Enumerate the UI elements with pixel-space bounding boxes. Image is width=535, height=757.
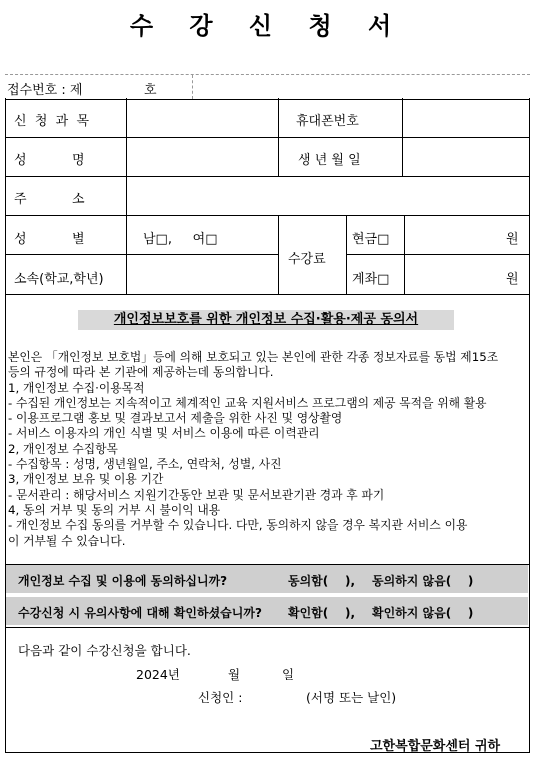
applicant-label: 신청인 : xyxy=(198,690,243,705)
consent-line: - 개인정보 수집 동의를 거부할 수 있습니다. 다만, 동의하지 않을 경우 복지관 서비스 이용 xyxy=(8,518,468,533)
fee-label: 수강료 xyxy=(288,252,326,267)
application-statement: 다음과 같이 수강신청을 합니다. xyxy=(18,643,191,658)
receipt-number-label: 접수번호 : 제 xyxy=(7,83,83,98)
course-field[interactable] xyxy=(127,100,275,136)
confirm-yes-option[interactable]: 확인함( ), xyxy=(288,606,356,620)
phone-field[interactable] xyxy=(403,100,527,136)
consent-body xyxy=(8,350,526,549)
consent-line: - 수집항목 : 성명, 생년월일, 주소, 연락처, 성별, 사진 xyxy=(8,457,282,472)
date-day: 일 xyxy=(282,667,295,682)
consent-line: 3, 개인정보 보유 및 이용 기간 xyxy=(8,472,164,487)
consent-line: 2, 개인정보 수집항목 xyxy=(8,441,118,456)
consent-question: 개인정보 수집 및 이용에 동의하십니까? xyxy=(18,574,228,588)
affiliation-label: 소속(학교,학년) xyxy=(14,272,104,287)
transfer-unit: 원 xyxy=(506,272,519,287)
cash-unit: 원 xyxy=(506,232,519,247)
date-year: 2024년 xyxy=(136,667,180,682)
address-field[interactable] xyxy=(127,178,527,214)
address-label: 주 소 xyxy=(14,192,85,207)
birth-label: 생 년 월 일 xyxy=(298,153,361,168)
consent-line: - 이용프로그램 홍보 및 결과보고서 제출을 위한 사진 및 영상촬영 xyxy=(8,411,343,426)
page-title: 수 강 신 청 서 xyxy=(129,11,406,40)
consent-question-row xyxy=(6,565,528,593)
consent-line: 본인은 「개인정보 보호법」등에 의해 보호되고 있는 본인에 관한 각종 정보자료를 동법 제15조 xyxy=(8,350,499,364)
consent-line: 등의 규정에 따라 본 기관에 제공하는데 동의합니다. xyxy=(8,365,274,380)
confirm-no-option[interactable]: 확인하지 않음( ) xyxy=(372,606,474,620)
gender-checkboxes[interactable]: 남□, 여□ xyxy=(143,232,218,247)
receipt-number-unit: 호 xyxy=(144,83,157,98)
consent-agree-option[interactable]: 동의함( ), xyxy=(288,574,356,588)
consent-disagree-option[interactable]: 동의하지 않음( ) xyxy=(372,574,474,588)
recipient: 고한복합문화센터 귀하 xyxy=(370,739,501,754)
transfer-checkbox[interactable]: 계좌□ xyxy=(352,272,390,287)
consent-line: - 수집된 개인정보는 지속적이고 체계적인 교육 지원서비스 프로그램의 제공 목적을 위해 활용 xyxy=(8,395,487,410)
consent-line: - 문서관리 : 해당서비스 지원기간동안 보관 및 문서보관기관 경과 후 파기 xyxy=(8,487,385,502)
cash-checkbox[interactable]: 현금□ xyxy=(352,232,390,247)
consent-line: 1, 개인정보 수집·이용목적 xyxy=(8,380,145,395)
course-label: 신 청 과 목 xyxy=(14,114,90,129)
consent-line: - 서비스 이용자의 개인 식별 및 서비스 이용에 따른 이력관리 xyxy=(8,426,320,441)
confirm-question: 수강신청 시 유의사항에 대해 확인하셨습니까? xyxy=(18,606,262,620)
confirm-question-row xyxy=(6,597,528,625)
consent-line: 4, 동의 거부 및 동의 거부 시 불이익 내용 xyxy=(8,502,221,517)
gender-label: 성 별 xyxy=(14,232,85,247)
consent-title: 개인정보보호를 위한 개인정보 수집·활용·제공 동의서 xyxy=(78,310,454,330)
affiliation-field[interactable] xyxy=(127,257,275,293)
name-field[interactable] xyxy=(127,139,275,175)
date-month: 월 xyxy=(228,667,241,682)
birth-field[interactable] xyxy=(403,139,527,175)
signature-note: (서명 또는 날인) xyxy=(306,690,397,705)
phone-label: 휴대폰번호 xyxy=(296,114,359,129)
receipt-number-row xyxy=(5,74,530,100)
name-label: 성 명 xyxy=(14,153,85,168)
consent-line: 이 거부될 수 있습니다. xyxy=(8,533,126,548)
